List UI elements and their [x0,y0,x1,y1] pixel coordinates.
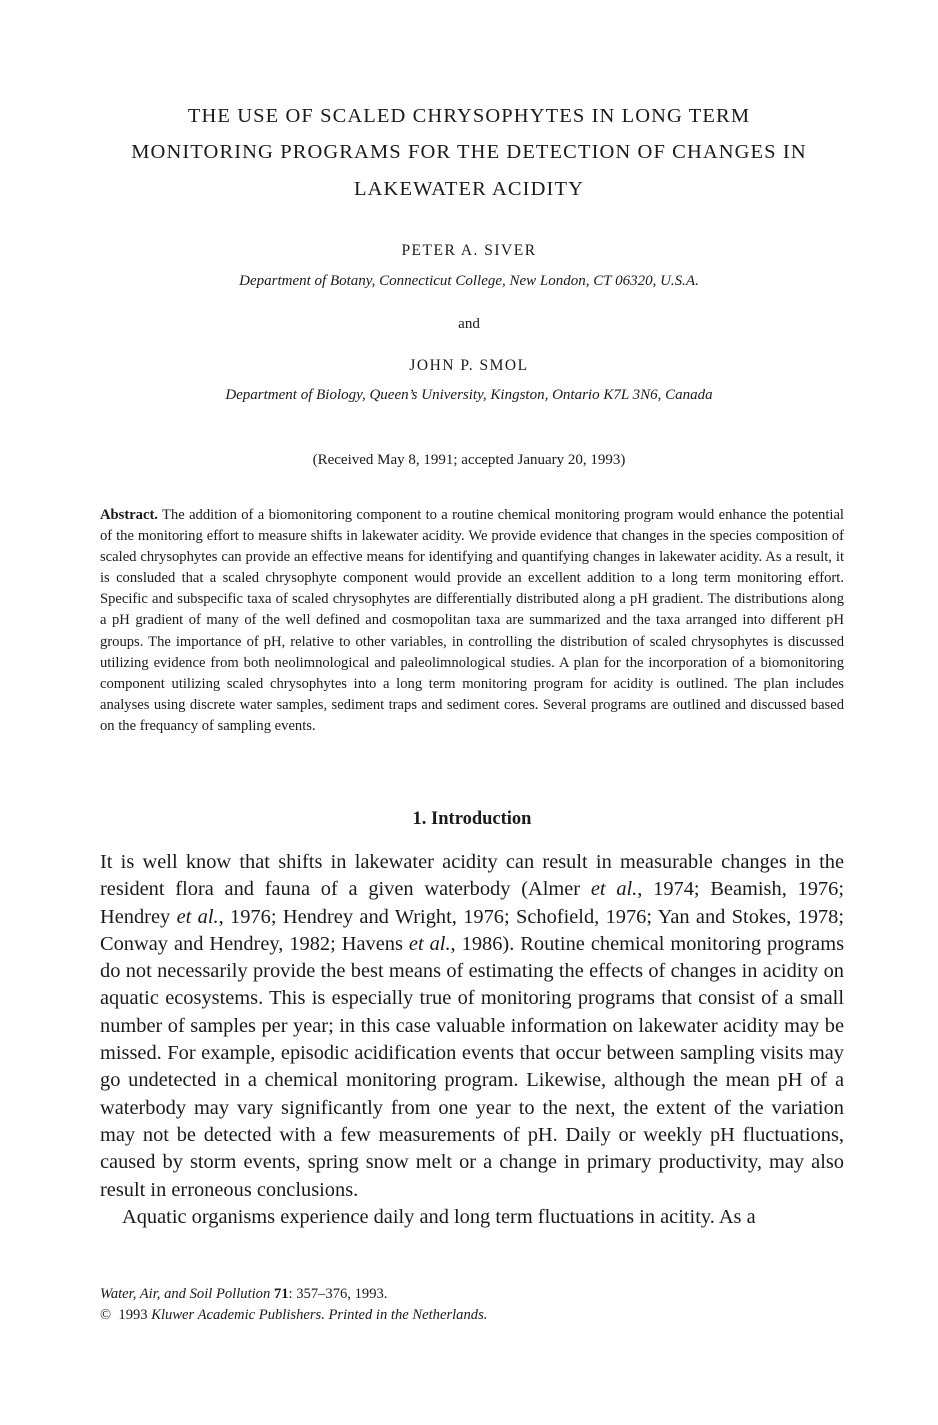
abstract [100,505,844,737]
publisher-line: Kluwer Academic Publishers. Printed in the Netherlands. [151,1307,488,1323]
received-dates: (Received May 8, 1991; accepted January 20, 1993) [312,452,626,468]
author-affiliation-1: Department of Botany, Connecticut College, New London, CT 06320, U.S.A. [239,273,699,289]
para1-italic: et al. [590,878,638,901]
section-heading: 1. Introduction [412,809,532,829]
para1-italic: et al. [176,905,219,928]
copyright-symbol: © [100,1307,112,1323]
abstract-text: The addition of a biomonitoring component to a routine chemical monitoring program would enhance the potential of the monitoring effort to measure shifts in lakewater acidity. We provide evidence that changes in the species composition of scaled chrysophytes can provide an effective means for identifying and quantifying changes in lakewater acidity. As a result, it is consluded that a scaled chrysophyte component would provide an excellent addition to a long term monitoring effort. Specific and subspecific taxa of scaled chrysophytes are differentially distributed along a pH gradient. The distributions along a pH gradient of many of the well defined and cosmopolitan taxa are summarized and the taxa arranged into different pH groups. The importance of pH, relative to other variables, in controlling the distribution of scaled chrysophytes is discussed utilizing evidence from both neolimnological and paleolimnological studies. A plan for the incorporation of a biomonitoring component utilizing scaled chrysophytes into a long term monitoring program for acidity is outlined. The plan includes analyses using discrete water samples, sediment traps and sediment cores. Several programs are outlined and discussed based on the frequancy of sampling events. [100,507,844,734]
para1-run: It is well know that shifts in lakewater acidity can result in measurable changes in the resident flora and fauna of a given waterbody (Almer [100,851,844,901]
abstract-label: Abstract. [100,507,158,523]
para1-run: , 1976; Hendrey and Wright, 1976; Schofield, 1976; Yan and Stokes, 1978; Conway and Hendrey, 1982; Havens [100,905,844,955]
para1-italic: et al. [408,932,451,955]
author-name-2: JOHN P. SMOL [409,357,529,374]
page-footer [100,1284,844,1326]
copyright-year: 1993 [118,1307,148,1323]
citation-line [100,1284,844,1305]
title-line-3: LAKEWATER ACIDITY [354,177,584,200]
journal-name: Water, Air, and Soil Pollution [100,1286,271,1302]
author-name-1: PETER A. SIVER [401,242,537,259]
body-text [100,849,844,1231]
title-line-1: THE USE OF SCALED CHRYSOPHYTES IN LONG TERM [187,104,751,127]
para1-run: , 1986). Routine chemical monitoring programs do not necessarily provide the best means of estimating the effects of changes in acidity on aquatic ecosystems. This is especially true of monitoring programs that consist of a small number of samples per year; in this case valuable information on lakewater acidity may be missed. For example, episodic acidification events that occur between sampling visits may go undetected in a chemical monitoring program. Likewise, although the mean pH of a waterbody may vary significantly from one year to the next, the extent of the variation may not be detected with a few measurements of pH. Daily or weekly pH fluctuations, caused by storm events, spring snow melt or a change in primary productivity, may also result in erroneous conclusions. [100,932,845,1201]
title-line-2: MONITORING PROGRAMS FOR THE DETECTION OF CHANGES IN [131,141,807,164]
para1-run: , 1974; Beamish, 1976; Hendrey [100,878,844,928]
copyright-line [100,1305,844,1326]
journal-pages: : 357–376, 1993. [288,1286,388,1302]
paragraph-2: Aquatic organisms experience daily and long term fluctuations in acitity. As a [122,1205,756,1228]
paragraph-1 [100,849,844,1204]
author-separator: and [458,316,480,332]
journal-volume: 71 [273,1286,289,1302]
paper-title [60,98,878,208]
author-affiliation-2: Department of Biology, Queen’s University, Kingston, Ontario K7L 3N6, Canada [225,387,713,403]
